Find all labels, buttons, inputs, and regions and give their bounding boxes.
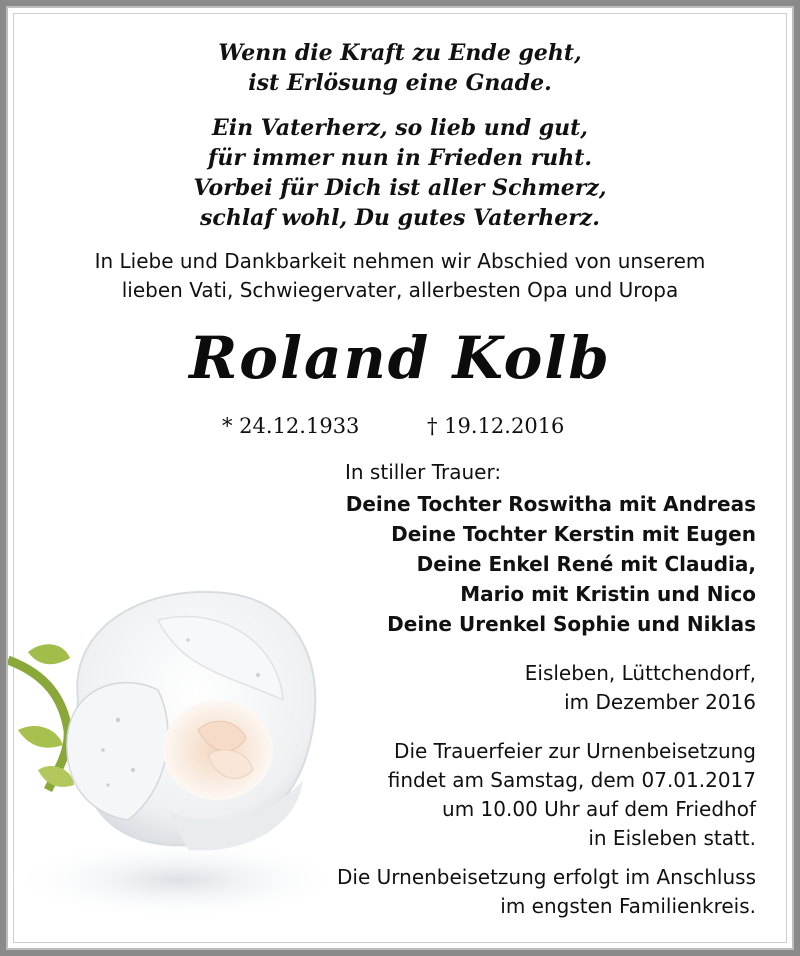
ceremony-line: in Eisleben statt. [588, 826, 756, 850]
ceremony-line: Die Trauerfeier zur Urnenbeisetzung [394, 739, 756, 763]
mourners-label: In stiller Trauer: [345, 460, 502, 484]
birth-date: * 24.12.1933 [222, 414, 360, 438]
mourner-line: Mario mit Kristin und Nico [460, 582, 756, 606]
ceremony-line: um 10.00 Uhr auf dem Friedhof [442, 797, 756, 821]
intro-line: lieben Vati, Schwiegervater, allerbesten Opa und Uropa [121, 278, 679, 302]
poem-line: ist Erlösung eine Gnade. [248, 70, 552, 96]
burial-line: Die Urnenbeisetzung erfolgt im Anschluss [337, 865, 756, 889]
mourner-line: Deine Enkel René mit Claudia, [416, 552, 756, 576]
poem-stanza-2 [0, 113, 800, 233]
burial-info [337, 863, 756, 921]
mourner-line: Deine Urenkel Sophie und Niklas [387, 612, 756, 636]
poem-line: Vorbei für Dich ist aller Schmerz, [193, 175, 607, 201]
mourner-line: Deine Tochter Roswitha mit Andreas [345, 492, 756, 516]
ceremony-line: findet am Samstag, dem 07.01.2017 [387, 768, 756, 792]
poem-line: Ein Vaterherz, so lieb und gut, [212, 115, 588, 141]
white-rose-icon [8, 580, 338, 920]
intro-line: In Liebe und Dankbarkeit nehmen wir Abschied von unserem [94, 249, 706, 273]
mourner-line: Deine Tochter Kerstin mit Eugen [391, 522, 756, 546]
place-date [525, 659, 756, 717]
place-line: Eisleben, Lüttchendorf, [524, 661, 756, 685]
deceased-name: Roland Kolb [189, 324, 611, 392]
poem-line: schlaf wohl, Du gutes Vaterherz. [200, 205, 600, 231]
burial-line: im engsten Familienkreis. [500, 894, 756, 918]
poem-line: Wenn die Kraft zu Ende geht, [218, 40, 582, 66]
poem-stanza-1 [0, 38, 800, 98]
ceremony-info [388, 737, 756, 853]
intro-text [0, 247, 800, 305]
poem-line: für immer nun in Frieden ruht. [207, 145, 593, 171]
death-date: † 19.12.2016 [427, 414, 565, 438]
mourners-list [346, 489, 756, 639]
place-line: im Dezember 2016 [564, 690, 756, 714]
